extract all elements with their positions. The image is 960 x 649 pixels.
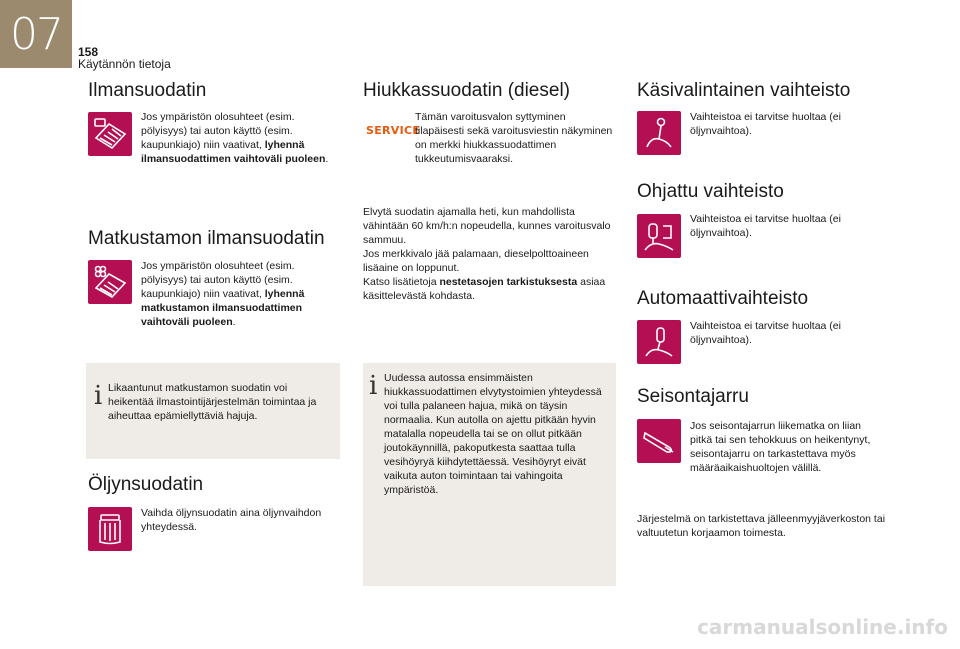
cabin-filter-icon bbox=[88, 260, 132, 304]
controlled-gearbox-icon bbox=[637, 214, 681, 258]
controlled-gearbox-heading: Ohjattu vaihteisto bbox=[637, 181, 784, 202]
particle-filter-body: Elvytä suodatin ajamalla heti, kun mahdollista vähintään 60 km/h:n nopeudella, kunnes varoitusvalo sammuu. Jos merkkivalo jää palamaan, dieselpolttoaineen lisäaine on loppunut. Katso lisätietoja nestetasojen tarkistuksesta asiaa käsittelevästä kohdasta. bbox=[363, 206, 611, 302]
oil-filter-icon bbox=[88, 507, 132, 551]
chapter-tab: 07 bbox=[0, 0, 72, 68]
particle-filter-text: Tämän varoitusvalon syttyminen tilapäisesti sekä varoitusviestin näkyminen on merkki hiukkassuodattimen tukkeutumisvaaraksi. bbox=[415, 111, 613, 165]
cabin-filter-text: Jos ympäristön olosuhteet (esim. pölyisyys) tai auton käyttö (esim. kaupunkiajo) niin vaativat, lyhennä matkustamon ilmansuodattimen vaihtoväli puoleen. bbox=[141, 260, 305, 328]
particle-filter-heading: Hiukkassuodatin (diesel) bbox=[363, 80, 570, 101]
watermark: carmanualsonline.info bbox=[697, 615, 948, 639]
page-number: 158 bbox=[78, 45, 99, 59]
automatic-gearbox-text: Vaihteistoa ei tarvitse huoltaa (ei öljynvaihtoa). bbox=[690, 320, 841, 346]
particle-filter-note-text: Uudessa autossa ensimmäisten hiukkassuodattimen elvytystoimien yhteydessä voi tulla palaneen hajua, mikä on täysin normaalia. Kun autolla on ajettu pitkään hyvin matalalla nopeudella tai se on ollut pitkään joutokäynnillä, pakoputkesta saattaa tulla vesihöyryä kiihdytettäessä. Vesihöyryt eivät vaikuta auton toimintaan tai vahingoita ympäristöä. bbox=[384, 372, 602, 496]
manual-gearbox-heading: Käsivalintainen vaihteisto bbox=[637, 80, 851, 101]
manual-gearbox-icon bbox=[637, 111, 681, 155]
info-icon: i bbox=[369, 371, 378, 401]
particle-filter-note bbox=[363, 363, 616, 586]
cabin-filter-note-text: Likaantunut matkustamon suodatin voi heikentää ilmastointijärjestelmän toimintaa ja aiheuttaa epämiellyttäviä hajuja. bbox=[108, 382, 317, 422]
service-warning-icon: SERVICE bbox=[366, 124, 421, 137]
oil-filter-text: Vaihda öljynsuodatin aina öljynvaihdon yhteydessä. bbox=[141, 507, 322, 533]
air-filter-icon bbox=[88, 112, 132, 156]
parking-brake-heading: Seisontajarru bbox=[637, 386, 749, 407]
section-title: Käytännön tietoja bbox=[78, 57, 171, 71]
air-filter-text: Jos ympäristön olosuhteet (esim. pölyisyys) tai auton käyttö (esim. kaupunkiajo) niin vaativat, lyhennä ilmansuodattimen vaihtoväli puoleen. bbox=[141, 111, 329, 165]
cabin-filter-note bbox=[86, 363, 340, 459]
info-icon: i bbox=[94, 381, 103, 411]
controlled-gearbox-text: Vaihteistoa ei tarvitse huoltaa (ei öljynvaihtoa). bbox=[690, 213, 841, 239]
manual-gearbox-text: Vaihteistoa ei tarvitse huoltaa (ei öljynvaihtoa). bbox=[690, 111, 841, 137]
parking-brake-footer: Järjestelmä on tarkistettava jälleenmyyjäverkoston tai valtuutetun korjaamon toimesta. bbox=[637, 513, 886, 539]
parking-brake-text: Jos seisontajarrun liikematka on liian pitkä tai sen tehokkuus on heikentynyt, seisontajarru on tarkastettava myös määräaikaishuoltojen välillä. bbox=[690, 420, 871, 474]
oil-filter-heading: Öljynsuodatin bbox=[88, 474, 204, 495]
automatic-gearbox-heading: Automaattivaihteisto bbox=[637, 288, 809, 309]
automatic-gearbox-icon bbox=[637, 320, 681, 364]
parking-brake-icon bbox=[637, 419, 681, 463]
cabin-filter-heading: Matkustamon ilmansuodatin bbox=[88, 228, 325, 249]
air-filter-heading: Ilmansuodatin bbox=[88, 80, 207, 101]
